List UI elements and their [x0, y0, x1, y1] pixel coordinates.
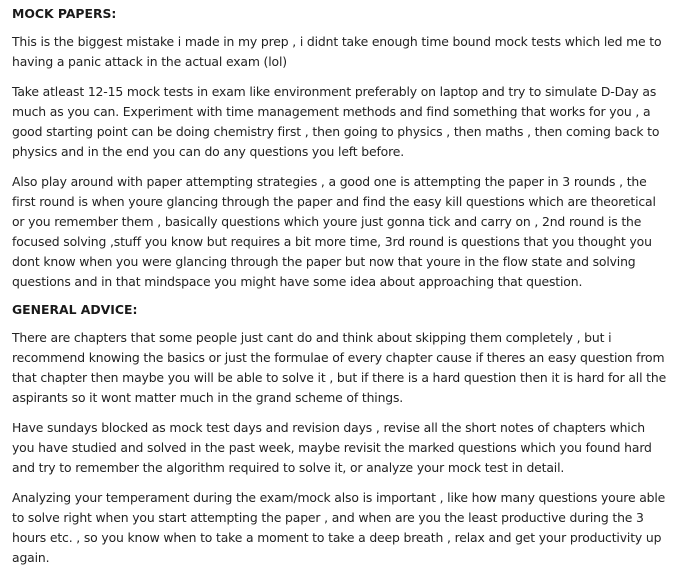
paragraph: Take atleast 12-15 mock tests in exam like environment preferably on laptop and try to simulate D-Day as much as you can. Experiment with time management methods and find something that works for you , a good starting point can be doing chemistry first , then going to physics , then maths , then coming back to physics and in the end you can do any questions you left before. — [12, 84, 660, 159]
section-heading-mock-papers: MOCK PAPERS: — [12, 6, 117, 21]
paragraph: Also play around with paper attempting strategies , a good one is attempting the paper in 3 rounds , the first round is when youre glancing through the paper and find the easy kill questions which are theoretical or you remember them , basically questions which youre just gonna tick and carry on , 2nd round is the focused solving ,stuff you know but requires a bit more time, 3rd round is questions that you thought you dont know when you were glancing through the paper but now that youre in the flow state and solving questions and in that mindspace you might have some idea about approaching that question. — [12, 174, 656, 289]
paragraph: This is the biggest mistake i made in my prep , i didnt take enough time bound mock tests which led me to having a panic attack in the actual exam (lol) — [12, 34, 662, 69]
paragraph: Have sundays blocked as mock test days and revision days , revise all the short notes of chapters which you have studied and solved in the past week, maybe revisit the marked questions which you found hard and try to remember the algorithm required to solve it, or analyze your mock test in detail. — [12, 420, 652, 475]
section-heading-general-advice: GENERAL ADVICE: — [12, 302, 138, 317]
paragraph: There are chapters that some people just cant do and think about skipping them completely , but i recommend knowing the basics or just the formulae of every chapter cause if theres an easy question from that chapter then maybe you will be able to solve it , but if there is a hard question then it is hard for all the aspirants so it wont matter much in the grand scheme of things. — [12, 330, 667, 405]
paragraph: Analyzing your temperament during the exam/mock also is important , like how many questions youre able to solve right when you start attempting the paper , and when are you the least productive during the 3 hours etc. , so you know when to take a moment to take a deep breath , relax and get your productivity up again. — [12, 490, 666, 565]
